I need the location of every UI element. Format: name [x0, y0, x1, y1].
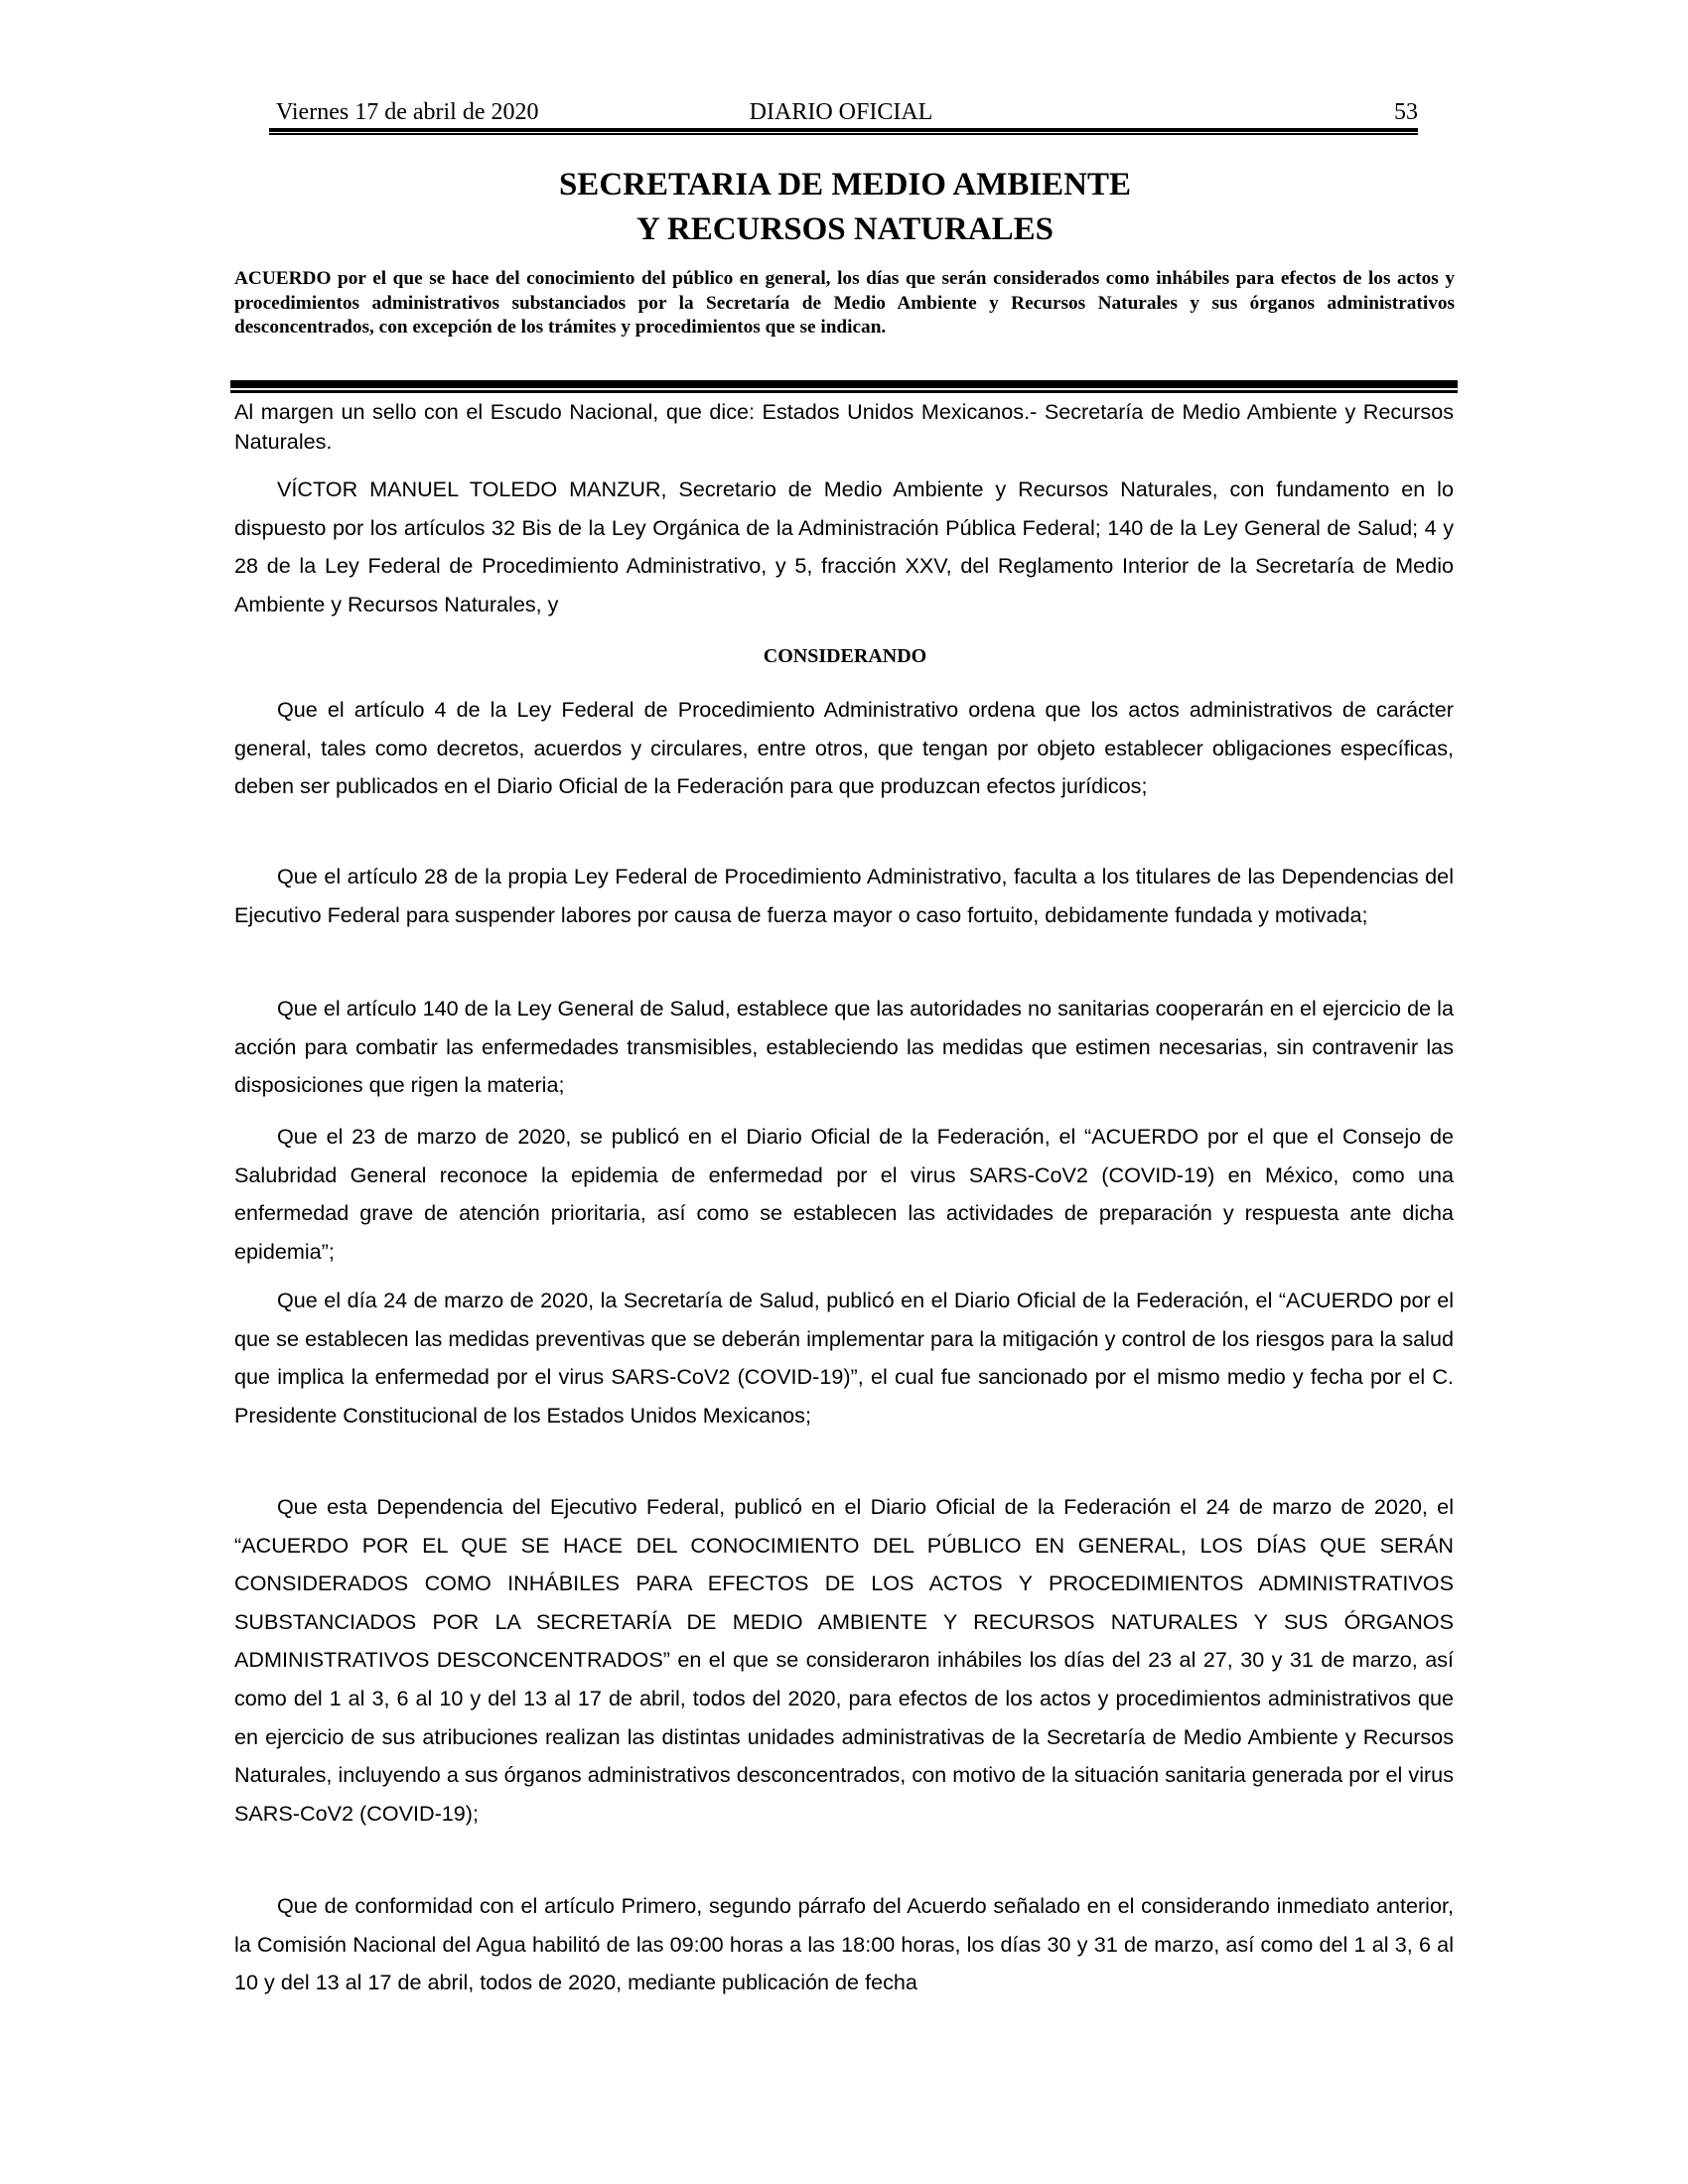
- header-rule-thick: [269, 128, 1418, 132]
- section-title: [233, 163, 1457, 252]
- header-page-number: 53: [1394, 99, 1418, 125]
- header-publication-name: DIARIO OFICIAL: [749, 99, 933, 125]
- considerando-paragraph: Que de conformidad con el artículo Primero, segundo párrafo del Acuerdo señalado en el considerando inmediato anterior, la Comisión Nacional del Agua habilitó de las 09:00 horas a las 18:00 horas, los días 30 y 31 de marzo, así como del 1 al 3, 6 al 10 y del 13 al 17 de abril, todos de 2020, mediante publicación de fecha: [234, 1893, 1454, 1995]
- intro-paragraph: VÍCTOR MANUEL TOLEDO MANZUR, Secretario de Medio Ambiente y Recursos Naturales, con fundamento en lo dispuesto por los artículos 32 Bis de la Ley Orgánica de la Administración Pública Federal; 140 de la Ley General de Salud; 4 y 28 de la Ley Federal de Procedimiento Administrativo, y 5, fracción XXV, del Reglamento Interior de la Secretaría de Medio Ambiente y Recursos Naturales, y: [234, 477, 1454, 616]
- margin-note: Al margen un sello con el Escudo Nacional, que dice: Estados Unidos Mexicanos.- Secretaría de Medio Ambiente y Recursos Naturales.: [234, 399, 1454, 454]
- summary-rule-thin: [230, 390, 1458, 393]
- decree-summary: ACUERDO por el que se hace del conocimiento del público en general, los días que serán considerados como inhábiles para efectos de los actos y procedimientos administrativos substanciados por la Secretaría de Medio Ambiente y Recursos Naturales y sus órganos administrativos desconcentrados, con excepción de los trámites y procedimientos que se indican.: [234, 268, 1455, 339]
- section-title-line-1: SECRETARIA DE MEDIO AMBIENTE: [558, 167, 1132, 203]
- considerando-paragraph: Que el 23 de marzo de 2020, se publicó en el Diario Oficial de la Federación, el “ACUERDO por el que el Consejo de Salubridad General reconoce la epidemia de enfermedad por el virus SARS-CoV2 (COVID-19) en México, como una enfermedad grave de atención prioritaria, así como se establecen las actividades de preparación y respuesta ante dicha epidemia”;: [234, 1124, 1454, 1264]
- header-date: Viernes 17 de abril de 2020: [276, 99, 539, 125]
- considerando-paragraph: Que el día 24 de marzo de 2020, la Secretaría de Salud, publicó en el Diario Oficial de la Federación, el “ACUERDO por el que se establecen las medidas preventivas que se deberán implementar para la mitigación y control de los riesgos para la salud que implica la enfermedad por el virus SARS-CoV2 (COVID-19)”, el cual fue sancionado por el mismo medio y fecha por el C. Presidente Constitucional de los Estados Unidos Mexicanos;: [234, 1288, 1454, 1428]
- considerando-paragraph: Que el artículo 4 de la Ley Federal de Procedimiento Administrativo ordena que los actos administrativos de carácter general, tales como decretos, acuerdos y circulares, entre otros, que tengan por objeto establecer obligaciones específicas, deben ser publicados en el Diario Oficial de la Federación para que produzcan efectos jurídicos;: [234, 697, 1454, 799]
- considerando-paragraph: Que el artículo 140 de la Ley General de Salud, establece que las autoridades no sanitarias cooperarán en el ejercicio de la acción para combatir las enfermedades transmisibles, estableciendo las medidas que estimen necesarias, sin contravenir las disposiciones que rigen la materia;: [234, 996, 1454, 1098]
- running-header: [276, 98, 1418, 126]
- considerando-paragraph: Que esta Dependencia del Ejecutivo Federal, publicó en el Diario Oficial de la Federación el 24 de marzo de 2020, el “ACUERDO POR EL QUE SE HACE DEL CONOCIMIENTO DEL PÚBLICO EN GENERAL, LOS DÍAS QUE SERÁN CONSIDERADOS COMO INHÁBILES PARA EFECTOS DE LOS ACTOS Y PROCEDIMIENTOS ADMINISTRATIVOS SUBSTANCIADOS POR LA SECRETARÍA DE MEDIO AMBIENTE Y RECURSOS NATURALES Y SUS ÓRGANOS ADMINISTRATIVOS DESCONCENTRADOS” en el que se consideraron inhábiles los días del 23 al 27, 30 y 31 de marzo, así como del 1 al 3, 6 al 10 y del 13 al 17 de abril, todos del 2020, para efectos de los actos y procedimientos administrativos que en ejercicio de sus atribuciones realizan las distintas unidades administrativas de la Secretaría de Medio Ambiente y Recursos Naturales, incluyendo a sus órganos administrativos desconcentrados, con motivo de la situación sanitaria generada por el virus SARS-CoV2 (COVID-19);: [234, 1494, 1454, 1826]
- considerando-paragraph: Que el artículo 28 de la propia Ley Federal de Procedimiento Administrativo, faculta a los titulares de las Dependencias del Ejecutivo Federal para suspender labores por causa de fuerza mayor o caso fortuito, debidamente fundada y motivada;: [234, 864, 1454, 927]
- section-title-line-2: Y RECURSOS NATURALES: [636, 211, 1054, 247]
- header-rule-thin: [269, 133, 1418, 135]
- considerando-heading: CONSIDERANDO: [763, 645, 927, 667]
- summary-rule-thick: [230, 380, 1458, 388]
